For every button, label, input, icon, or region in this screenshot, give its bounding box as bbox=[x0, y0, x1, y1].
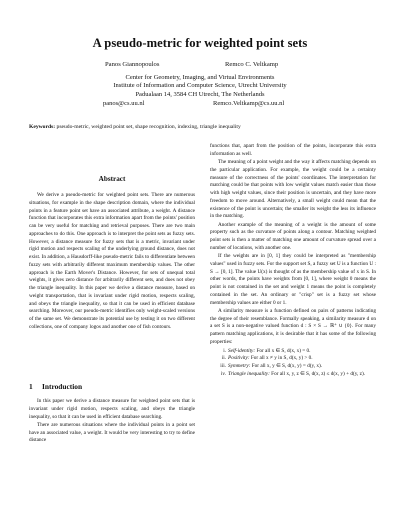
paragraph: functions that, apart from the position of the points, incorporate this extra information as well. bbox=[210, 143, 376, 157]
author-list bbox=[0, 61, 400, 71]
affiliation-line: Center for Geometry, Imaging, and Virtual Environments bbox=[125, 74, 275, 81]
property-name: Symmetry: bbox=[228, 363, 251, 369]
property-text: For all x ≠ y in S, d(x, y) > 0. bbox=[250, 355, 313, 362]
email-list bbox=[0, 100, 400, 109]
paper-title: A pseudo-metric for weighted point sets bbox=[92, 36, 308, 50]
abstract-text: We derive a pseudo-metric for weighted point sets. There are numerous situations, for example in the shape description domain, where the individual points in a feature point set have an associated attribute, a weight. A distance function that incorporates this extra information apart from the points' position can be very useful for matching and retrieval purposes. There are two main approaches to do this. One approach is to interpret the point sets as fuzzy sets. However, a distance measure for fuzzy sets that is a metric, invariant under rigid motion and respects scaling of the underlying ground distance, does not exist. In addition, a Hausdorff-like pseudo-metric fails to differentiate between fuzzy sets with arbitrarily different maximum membership values. The other approach is the Earth Mover's Distance. However, for sets of unequal total weights, it gives zero distance for arbitrarily different sets, and does not obey the triangle inequality. In this paper we derive a distance measure, based on weight transportation, that is invariant under rigid motion, respects scaling, and obeys the triangle inequality, so that it can be used in efficient database searching. Moreover, our pseudo-metric identifies only weight-scaled versions of the same set. We demonstrate its potential use by testing it on two different collections, one of company logos and another one of fish contours. bbox=[29, 192, 195, 330]
list-item bbox=[220, 371, 376, 379]
list-number: i. bbox=[223, 347, 226, 354]
abstract-heading: Abstract bbox=[98, 175, 126, 183]
property-name: Triangle inequality: bbox=[228, 370, 270, 377]
keywords-text: pseudo-metric, weighted point set, shape recognition, indexing, triangle inequality bbox=[56, 124, 241, 130]
property-text: For all x ∈ S, d(x, x) = 0. bbox=[256, 347, 311, 354]
keywords bbox=[29, 124, 374, 131]
property-list bbox=[220, 348, 376, 379]
paragraph: Another example of the meaning of a weight is the amount of some property such as the curvature of points along a contour. Matching weighted point sets is then a matter of matching one amount of curvature spread over a number of locations, with another one. bbox=[210, 221, 376, 251]
section-title: Introduction bbox=[42, 382, 83, 391]
property-name: Positivity: bbox=[228, 355, 250, 362]
list-number: ii. bbox=[221, 355, 226, 362]
list-number: iv. bbox=[220, 370, 226, 377]
property-text: For all x, y ∈ S, d(x, y) = d(y, x). bbox=[251, 363, 323, 369]
list-item bbox=[220, 363, 376, 371]
property-text: For all x, y, z ∈ S, d(x, z) ≤ d(x, y) + d(y, z). bbox=[271, 370, 366, 377]
author-email: panos@cs.uu.nl bbox=[103, 99, 145, 107]
affiliation bbox=[0, 74, 400, 99]
author-name: Remco C. Veltkamp bbox=[225, 61, 279, 68]
paragraph: The meaning of a point weight and the way it affects matching depends on the particular application. For example, the weight could be a certainty measure of the correctness of the points' coordinates. The interpretation for matching could be that points with low weight values match easier than those with high weight values, since their position is uncertain, and they have more freedom to move around. Alternatively, a small weight could mean that the existence of the point is uncertain; the smaller its weight the less its influence in the matching. bbox=[210, 159, 376, 220]
paragraph: A similarity measure is a function defined on pairs of patterns indicating the degree of their resemblance. Formally speaking, a similarity measure d on a set S is a non-negative valued function d : S × S → ℝ⁺ ∪ {0}. For many pattern matching applications, it is desirable that it has some of the following properties: bbox=[210, 307, 376, 345]
list-item bbox=[220, 355, 376, 363]
property-name: Self-identity: bbox=[228, 347, 256, 354]
list-number: iii. bbox=[220, 363, 226, 369]
right-column bbox=[210, 143, 376, 379]
section-heading bbox=[29, 382, 82, 391]
keywords-label: Keywords: bbox=[29, 124, 56, 130]
abstract bbox=[29, 192, 195, 332]
introduction bbox=[29, 398, 195, 446]
affiliation-line: Institute of Information and Computer Science, Utrecht University bbox=[113, 82, 287, 90]
section-number: 1 bbox=[29, 382, 33, 391]
paragraph: There are numerous situations where the individual points in a point set have an associated value, a weight. It would be very interesting to try to define distance bbox=[29, 421, 195, 444]
paragraph: In this paper we derive a distance measure for weighted point sets that is invariant under rigid motion, respects scaling, and obeys the triangle inequality, so that it can be used in efficient database searching. bbox=[29, 398, 195, 420]
author-name: Panos Giannopoulos bbox=[105, 61, 160, 68]
author-email: Remco.Veltkamp@cs.uu.nl bbox=[213, 99, 285, 107]
affiliation-line: Padualaan 14, 3584 CH Utrecht, The Netherlands bbox=[135, 90, 265, 98]
paragraph: If the weights are in [0, 1] they could be interpreted as "membership values" used in fuzzy sets. For the support set S, a fuzzy set U is a function U : S → [0, 1]. The value U(x) is thought of as the membership value of x in S. In other words, the points have weights from [0, 1], where weight 0 means the point is not contained in the set and weight 1 means the point is completely contained in the set. An ordinary or "crisp" set is a fuzzy set whose membership values are either 0 or 1. bbox=[210, 253, 376, 306]
